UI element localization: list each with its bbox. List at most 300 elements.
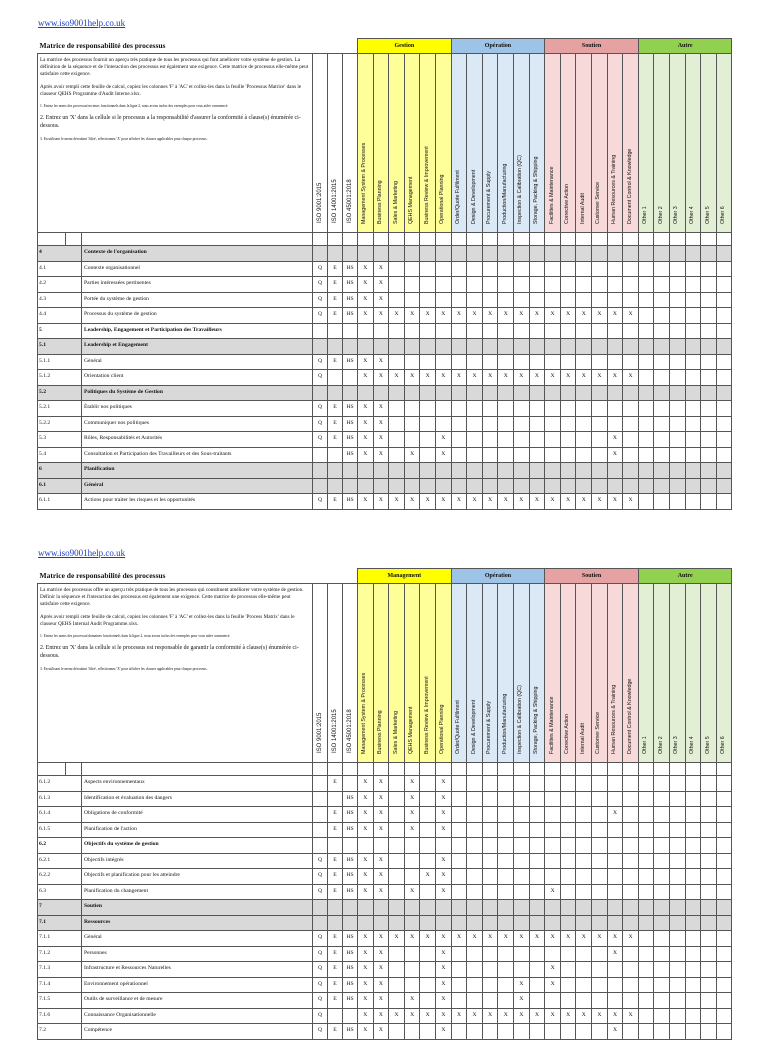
table-row: [38, 463, 732, 479]
process-header: [529, 584, 545, 763]
process-mark: [467, 900, 483, 916]
process-mark: [701, 977, 717, 993]
process-mark: X: [373, 853, 389, 869]
table-row: [38, 432, 732, 448]
standard-flag: E: [328, 853, 343, 869]
process-mark: [514, 246, 530, 262]
process-mark: X: [576, 370, 592, 386]
blank-cell: [529, 233, 545, 246]
process-mark: X: [358, 791, 374, 807]
process-mark: [716, 354, 732, 370]
process-header: [451, 54, 467, 233]
process-mark: [670, 776, 686, 792]
process-mark: [701, 869, 717, 885]
process-mark: [467, 962, 483, 978]
process-mark: [685, 323, 701, 339]
process-mark: [498, 791, 514, 807]
process-mark: X: [451, 370, 467, 386]
process-mark: X: [514, 993, 530, 1009]
process-mark: [592, 478, 608, 494]
blank-cell: [467, 763, 483, 776]
standard-flag: [313, 791, 328, 807]
process-mark: X: [373, 401, 389, 417]
process-mark: [514, 292, 530, 308]
process-mark: [389, 946, 405, 962]
process-mark: [576, 246, 592, 262]
process-mark: [514, 478, 530, 494]
process-mark: [670, 791, 686, 807]
process-mark: [654, 463, 670, 479]
clause-label: Identification et évaluation des dangers: [82, 791, 313, 807]
process-mark: [560, 853, 576, 869]
process-mark: [701, 308, 717, 324]
process-mark: X: [389, 308, 405, 324]
process-mark: [514, 807, 530, 823]
table-row: [38, 277, 732, 293]
process-mark: [716, 822, 732, 838]
process-label: Other 5: [704, 736, 711, 754]
standard-label: ISO 9001:2015: [317, 182, 323, 223]
process-label: Storage, Packing & Shipping: [532, 686, 539, 754]
process-mark: [576, 292, 592, 308]
process-mark: [592, 776, 608, 792]
process-mark: X: [358, 993, 374, 1009]
process-mark: [514, 416, 530, 432]
process-mark: [451, 838, 467, 854]
process-mark: [576, 791, 592, 807]
process-mark: [701, 776, 717, 792]
process-mark: [607, 478, 623, 494]
process-mark: [623, 354, 639, 370]
process-mark: [482, 432, 498, 448]
process-header: [436, 584, 452, 763]
process-mark: [701, 946, 717, 962]
process-mark: [716, 478, 732, 494]
process-mark: [638, 977, 654, 993]
site-link[interactable]: www.iso9001help.co.uk: [38, 548, 126, 558]
process-mark: X: [420, 370, 436, 386]
table-row: [38, 447, 732, 463]
process-mark: [560, 277, 576, 293]
process-mark: [389, 261, 405, 277]
process-mark: [514, 776, 530, 792]
process-mark: X: [560, 1008, 576, 1024]
process-label: Procurement & Supply: [486, 170, 493, 224]
process-mark: [482, 292, 498, 308]
process-mark: [451, 1024, 467, 1040]
process-mark: X: [514, 1008, 530, 1024]
clause-label: Rôles, Responsabilités et Autorités: [82, 432, 313, 448]
standard-flag: [328, 370, 343, 386]
process-header: [358, 54, 374, 233]
process-mark: X: [436, 1024, 452, 1040]
process-mark: [685, 447, 701, 463]
blank-cell: [545, 233, 561, 246]
process-mark: [560, 884, 576, 900]
blank-cell: [607, 763, 623, 776]
process-mark: [654, 946, 670, 962]
process-mark: [545, 385, 561, 401]
process-label: Design & Development: [470, 169, 477, 224]
process-mark: [623, 915, 639, 931]
process-mark: [498, 822, 514, 838]
process-mark: [592, 869, 608, 885]
process-mark: X: [623, 1008, 639, 1024]
process-mark: [716, 339, 732, 355]
process-mark: X: [436, 447, 452, 463]
process-mark: [420, 838, 436, 854]
process-mark: [514, 822, 530, 838]
blank-cell: [638, 763, 654, 776]
process-label: Other 1: [642, 736, 649, 754]
standard-flag: HS: [343, 401, 358, 417]
process-mark: X: [436, 791, 452, 807]
process-mark: [404, 416, 420, 432]
standard-flag: [313, 447, 328, 463]
process-mark: [654, 323, 670, 339]
process-mark: [545, 838, 561, 854]
process-header: [514, 54, 530, 233]
process-mark: [529, 869, 545, 885]
process-mark: X: [436, 977, 452, 993]
blank-cell: [38, 233, 66, 246]
standard-flag: E: [328, 807, 343, 823]
process-mark: [498, 478, 514, 494]
process-label: Corrective Action: [564, 713, 571, 754]
process-mark: [436, 900, 452, 916]
process-mark: [592, 838, 608, 854]
standard-flag: [328, 1008, 343, 1024]
process-mark: [607, 277, 623, 293]
process-mark: X: [373, 354, 389, 370]
process-mark: X: [482, 1008, 498, 1024]
process-mark: [607, 853, 623, 869]
clause-label: Objectifs intégrés: [82, 853, 313, 869]
blank-cell: [373, 763, 389, 776]
process-label: Procurement & Supply: [486, 700, 493, 754]
standard-flag: Q: [313, 1008, 328, 1024]
process-mark: [389, 447, 405, 463]
process-mark: [576, 884, 592, 900]
matrix-title: Matrice de responsabilité des processus: [39, 571, 166, 580]
process-mark: [482, 463, 498, 479]
process-mark: [623, 946, 639, 962]
process-mark: [607, 776, 623, 792]
process-mark: X: [498, 308, 514, 324]
process-mark: [358, 838, 374, 854]
clause-number: 5.2.1: [38, 401, 82, 417]
process-mark: [514, 915, 530, 931]
process-mark: X: [545, 962, 561, 978]
standard-flag: E: [328, 993, 343, 1009]
process-mark: [701, 884, 717, 900]
process-mark: [638, 1024, 654, 1040]
process-label: Storage, Packing & Shipping: [532, 156, 539, 224]
standard-flag: [313, 463, 328, 479]
process-mark: [654, 261, 670, 277]
process-header: [685, 54, 701, 233]
process-mark: [623, 884, 639, 900]
process-mark: [482, 416, 498, 432]
standard-flag: [313, 807, 328, 823]
process-mark: [592, 946, 608, 962]
standard-header: [313, 584, 328, 763]
blank-cell: [514, 763, 530, 776]
process-mark: [670, 447, 686, 463]
process-mark: [638, 339, 654, 355]
blank-cell: [38, 763, 66, 776]
process-mark: [545, 292, 561, 308]
process-label: Production/Manufacturing: [501, 693, 508, 754]
process-mark: [638, 791, 654, 807]
blank-cell: [436, 763, 452, 776]
process-mark: [389, 822, 405, 838]
table-row: [38, 791, 732, 807]
process-mark: [560, 838, 576, 854]
process-mark: X: [514, 977, 530, 993]
process-mark: [607, 385, 623, 401]
process-mark: [716, 261, 732, 277]
process-mark: X: [420, 1008, 436, 1024]
process-header: [389, 584, 405, 763]
responsibility-matrix-table: [37, 568, 732, 1040]
process-mark: [373, 838, 389, 854]
standard-flag: E: [328, 432, 343, 448]
process-mark: [716, 791, 732, 807]
process-mark: [654, 1024, 670, 1040]
standard-label: ISO 45001:2018: [347, 179, 354, 223]
process-mark: [654, 385, 670, 401]
table-row: [38, 853, 732, 869]
table-row: [38, 1024, 732, 1040]
blank-cell: [685, 763, 701, 776]
process-mark: [498, 292, 514, 308]
clause-number: 5.4: [38, 447, 82, 463]
process-mark: [545, 339, 561, 355]
group-header: Soutien: [545, 569, 639, 584]
process-mark: [607, 962, 623, 978]
process-mark: X: [358, 292, 374, 308]
process-mark: [670, 246, 686, 262]
process-mark: [467, 993, 483, 1009]
process-label: Management System & Processes: [361, 672, 368, 754]
standard-flag: [328, 246, 343, 262]
clause-number: 6: [38, 463, 82, 479]
process-mark: [529, 977, 545, 993]
process-mark: X: [436, 884, 452, 900]
clause-label: Portée du système de gestion: [82, 292, 313, 308]
standard-header: [343, 584, 358, 763]
process-mark: [592, 401, 608, 417]
clause-number: 6.2: [38, 838, 82, 854]
standard-flag: HS: [343, 416, 358, 432]
standard-flag: E: [328, 277, 343, 293]
process-mark: [560, 807, 576, 823]
process-mark: [623, 807, 639, 823]
process-mark: [545, 246, 561, 262]
process-mark: [685, 416, 701, 432]
process-mark: [482, 869, 498, 885]
standard-flag: [328, 339, 343, 355]
process-mark: [545, 478, 561, 494]
standard-flag: HS: [343, 977, 358, 993]
process-mark: [670, 463, 686, 479]
process-mark: X: [373, 370, 389, 386]
process-mark: [654, 292, 670, 308]
process-mark: [685, 385, 701, 401]
process-mark: [607, 401, 623, 417]
process-mark: X: [545, 308, 561, 324]
table-row: [38, 946, 732, 962]
table-row: [38, 385, 732, 401]
process-mark: [467, 853, 483, 869]
process-mark: [529, 946, 545, 962]
process-mark: [592, 977, 608, 993]
table-row: [38, 807, 732, 823]
blank-cell: [313, 233, 328, 246]
process-mark: [592, 385, 608, 401]
process-label: Business Review & Improvement: [423, 145, 430, 224]
process-mark: [514, 277, 530, 293]
intro-paragraph: 2. Entrez un 'X' dans la cellule si le processus a la responsabilité d'assurer la conformité à clause(s) énumérée ci-dessous.: [40, 114, 301, 129]
process-mark: [560, 246, 576, 262]
table-row: [38, 339, 732, 355]
process-mark: [670, 308, 686, 324]
process-mark: [638, 776, 654, 792]
standard-header: [343, 54, 358, 233]
process-mark: [576, 432, 592, 448]
process-mark: [576, 853, 592, 869]
process-mark: [467, 838, 483, 854]
process-mark: X: [436, 432, 452, 448]
standard-flag: [313, 478, 328, 494]
group-header: Opération: [451, 569, 545, 584]
process-mark: X: [498, 931, 514, 947]
process-mark: [420, 246, 436, 262]
process-mark: [560, 385, 576, 401]
process-mark: X: [373, 869, 389, 885]
process-mark: [623, 401, 639, 417]
table-row: [38, 993, 732, 1009]
standard-flag: E: [328, 292, 343, 308]
process-mark: X: [482, 370, 498, 386]
process-mark: X: [436, 853, 452, 869]
process-mark: [420, 401, 436, 417]
standard-flag: Q: [313, 853, 328, 869]
process-mark: [654, 416, 670, 432]
process-mark: X: [358, 931, 374, 947]
process-mark: [701, 323, 717, 339]
standard-flag: [343, 900, 358, 916]
process-mark: X: [560, 308, 576, 324]
process-mark: X: [451, 931, 467, 947]
process-mark: [467, 946, 483, 962]
process-mark: X: [358, 1024, 374, 1040]
clause-number: 7.1.1: [38, 931, 82, 947]
process-mark: [607, 416, 623, 432]
process-mark: [467, 432, 483, 448]
process-mark: [638, 838, 654, 854]
process-label: Inspection & Calibration (QC): [517, 154, 524, 224]
standard-flag: [328, 791, 343, 807]
process-mark: X: [358, 401, 374, 417]
process-mark: [482, 323, 498, 339]
process-mark: [420, 1024, 436, 1040]
process-mark: [576, 261, 592, 277]
site-link[interactable]: www.iso9001help.co.uk: [38, 18, 126, 28]
process-mark: [654, 977, 670, 993]
process-header: [701, 54, 717, 233]
process-mark: [592, 292, 608, 308]
standard-flag: [328, 900, 343, 916]
process-mark: [545, 946, 561, 962]
process-mark: X: [592, 494, 608, 510]
process-mark: X: [529, 370, 545, 386]
blank-cell: [685, 233, 701, 246]
process-mark: [404, 869, 420, 885]
standard-flag: Q: [313, 277, 328, 293]
process-mark: [420, 463, 436, 479]
process-mark: X: [623, 370, 639, 386]
process-mark: [545, 401, 561, 417]
blank-cell: [592, 763, 608, 776]
process-mark: [498, 884, 514, 900]
title-spacer: [313, 569, 358, 584]
process-mark: [389, 432, 405, 448]
process-mark: [451, 993, 467, 1009]
process-mark: [654, 993, 670, 1009]
standard-flag: [343, 323, 358, 339]
process-mark: [467, 292, 483, 308]
process-mark: X: [404, 791, 420, 807]
process-mark: X: [358, 308, 374, 324]
standard-flag: HS: [343, 1024, 358, 1040]
standard-flag: [313, 900, 328, 916]
standard-flag: [343, 915, 358, 931]
process-mark: [560, 900, 576, 916]
process-mark: [685, 776, 701, 792]
process-mark: [592, 962, 608, 978]
group-header: Opération: [451, 39, 545, 54]
blank-cell: [498, 233, 514, 246]
clause-label: Ressources: [82, 915, 313, 931]
process-mark: X: [482, 494, 498, 510]
process-mark: X: [358, 1008, 374, 1024]
process-mark: [545, 869, 561, 885]
process-mark: [592, 1024, 608, 1040]
process-mark: [545, 354, 561, 370]
process-mark: [389, 323, 405, 339]
standard-flag: [313, 776, 328, 792]
process-mark: [529, 1024, 545, 1040]
process-mark: [358, 246, 374, 262]
standard-flag: Q: [313, 977, 328, 993]
standard-flag: [313, 838, 328, 854]
process-mark: [358, 900, 374, 916]
process-label: Internal Audit: [579, 722, 586, 754]
process-mark: [451, 339, 467, 355]
standard-flag: [328, 463, 343, 479]
process-mark: [467, 447, 483, 463]
process-mark: [389, 776, 405, 792]
standard-flag: Q: [313, 354, 328, 370]
process-mark: [498, 807, 514, 823]
process-mark: [638, 807, 654, 823]
process-mark: X: [576, 494, 592, 510]
process-mark: [498, 962, 514, 978]
process-mark: [451, 463, 467, 479]
process-mark: [670, 1024, 686, 1040]
